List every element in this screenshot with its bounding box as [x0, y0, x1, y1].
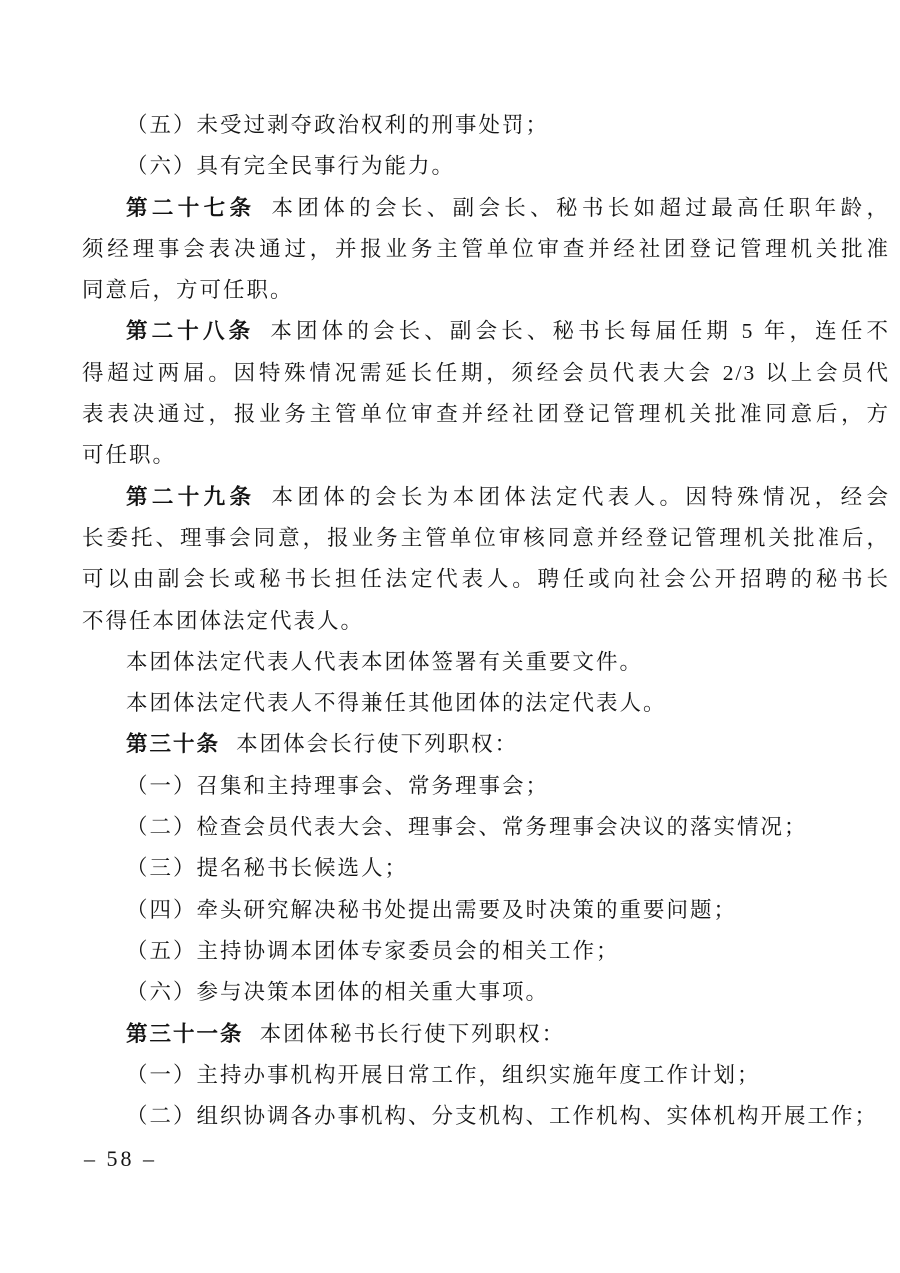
- text-line: 长委托、理事会同意，报业务主管单位审核同意并经登记管理机关批准后，: [82, 525, 890, 550]
- document-body: [82, 105, 890, 1137]
- text-line: （六）具有完全民事行为能力。: [126, 154, 456, 179]
- text-line: （五）未受过剥夺政治权利的刑事处罚；: [126, 113, 550, 137]
- article-heading-line: 第二十九条 本团体的会长为本团体法定代表人。因特殊情况，经会: [126, 484, 890, 509]
- text-line: （二）组织协调各办事机构、分支机构、工作机构、实体机构开展工作；: [126, 1104, 879, 1129]
- text-line: （一）主持办事机构开展日常工作，组织实施年度工作计划；: [126, 1062, 761, 1087]
- text-line: （四）牵头研究解决秘书处提出需要及时决策的重要问题；: [126, 897, 738, 922]
- text-line: 须经理事会表决通过，并报业务主管单位审查并经社团登记管理机关批准: [82, 236, 890, 261]
- article-number: 第二十八条: [126, 319, 255, 344]
- article-heading-line: 第三十一条 本团体秘书长行使下列职权：: [126, 1021, 566, 1046]
- text-line: （二）检查会员代表大会、理事会、常务理事会决议的落实情况；: [126, 815, 808, 840]
- text-line: （一）召集和主持理事会、常务理事会；: [126, 773, 550, 798]
- text-line: 同意后，方可任职。: [82, 278, 294, 303]
- text-line: 可任职。: [82, 443, 177, 468]
- text-line: （六）参与决策本团体的相关重大事项。: [126, 980, 550, 1005]
- text-line: 表表决通过，报业务主管单位审查并经社团登记管理机关批准同意后，方: [82, 402, 890, 427]
- text-line: （三）提名秘书长候选人；: [126, 856, 409, 881]
- text-line: 本团体法定代表人代表本团体签署有关重要文件。: [126, 649, 644, 674]
- article-heading-line: 第二十七条 本团体的会长、副会长、秘书长如超过最高任职年龄，: [126, 195, 890, 220]
- page-number: – 58 –: [84, 1146, 157, 1171]
- text-line: （五）主持协调本团体专家委员会的相关工作；: [126, 938, 620, 963]
- text-line: 不得任本团体法定代表人。: [82, 608, 365, 633]
- article-number: 第三十一条: [126, 1021, 244, 1046]
- text-line: 得超过两届。因特殊情况需延长任期，须经会员代表大会 2/3 以上会员代: [82, 360, 890, 385]
- article-number: 第三十条: [126, 732, 221, 757]
- article-number: 第二十九条: [126, 484, 256, 509]
- text-line: 本团体法定代表人不得兼任其他团体的法定代表人。: [126, 691, 667, 716]
- text-line: 可以由副会长或秘书长担任法定代表人。聘任或向社会公开招聘的秘书长: [82, 567, 890, 592]
- article-number: 第二十七条: [126, 195, 256, 220]
- article-heading-line: 第三十条 本团体会长行使下列职权：: [126, 732, 519, 757]
- article-heading-line: 第二十八条 本团体的会长、副会长、秘书长每届任期 5 年，连任不: [126, 319, 890, 344]
